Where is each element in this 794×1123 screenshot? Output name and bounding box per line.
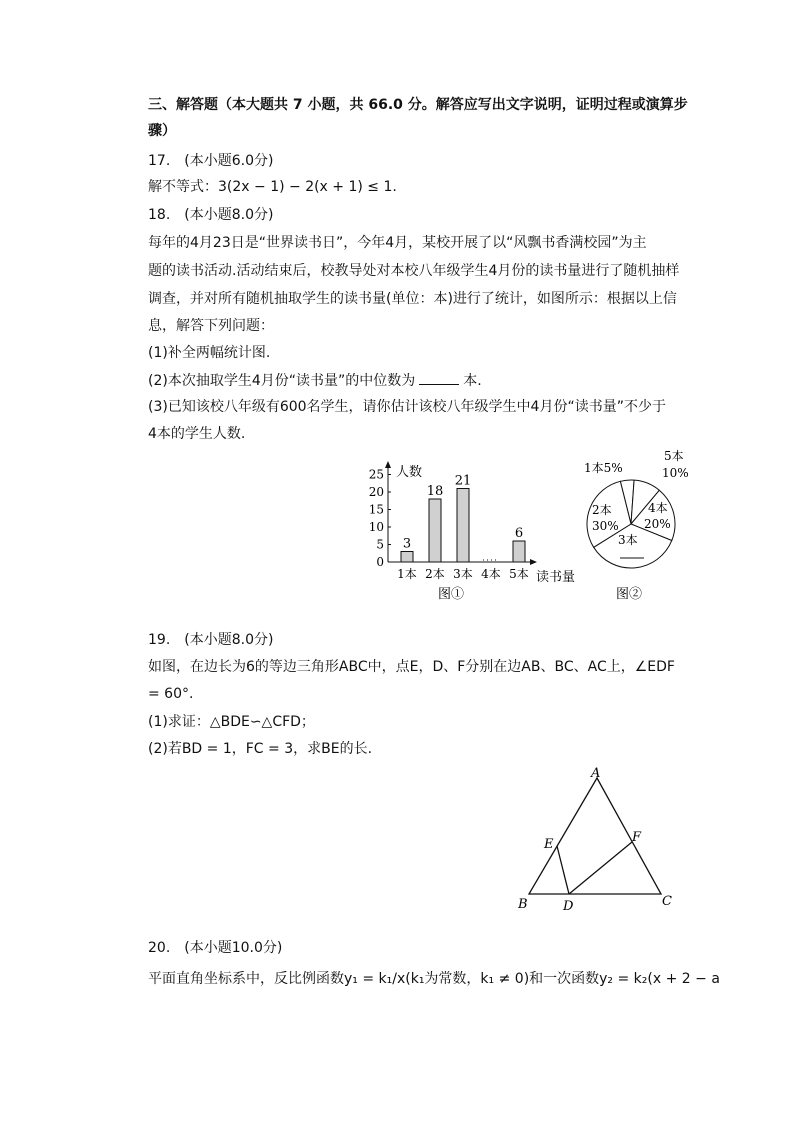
section-heading-cont: 骤） xyxy=(148,123,176,139)
q18-subq-2 xyxy=(148,370,482,391)
pie-label-4-name: 4本 xyxy=(648,501,668,515)
label-f: F xyxy=(632,830,642,845)
q18-line-1: 每年的4月23日是“世界读书日”，今年4月，某校开展了以“风飘书香满校园”为主 xyxy=(148,235,647,251)
q18-header: 18. (本小题8.0分) xyxy=(148,207,274,223)
q18-subq-2-after: 本. xyxy=(463,373,482,389)
q18-line-3: 调查，并对所有随机抽取学生的读书量(单位：本)进行了统计，如图所示：根据以上信 xyxy=(148,291,677,307)
pie-label-5-name: 5本 xyxy=(664,449,684,463)
y-tick-label: 5 xyxy=(376,537,384,552)
x-tick-label: 2本 xyxy=(425,567,445,581)
bar xyxy=(429,499,441,562)
q18-subq-3-line2: 4本的学生人数. xyxy=(148,426,246,442)
y-axis-title: 人数 xyxy=(396,465,423,480)
q20-header: 20. (本小题10.0分) xyxy=(148,940,283,956)
segment-df xyxy=(569,842,632,894)
x-axis-arrow xyxy=(530,559,537,565)
label-a: A xyxy=(591,766,601,781)
q18-line-2: 题的读书活动.活动结束后，校教导处对本校八年级学生4月份的读书量进行了随机抽样 xyxy=(148,263,680,279)
bar-value-label: 21 xyxy=(454,473,472,489)
y-tick-label: 25 xyxy=(368,467,384,482)
bar xyxy=(401,552,413,563)
bar-value-label: 18 xyxy=(426,484,444,499)
bar-chart-caption: 图① xyxy=(438,587,465,602)
y-tick-label: 20 xyxy=(368,485,384,499)
x-tick-label: 1本 xyxy=(397,567,417,581)
pie-chart xyxy=(576,448,689,608)
segment-ed xyxy=(557,846,569,894)
q18-subq-1: (1)补全两幅统计图. xyxy=(148,345,271,361)
label-c: C xyxy=(662,894,672,909)
x-tick-label: 4本 xyxy=(481,567,501,581)
q17-text: 解不等式：3(2x − 1) − 2(x + 1) ≤ 1. xyxy=(148,179,397,195)
q19-subq-1: (1)求证：△BDE∽△CFD； xyxy=(148,714,315,730)
y-tick-label: 10 xyxy=(368,520,384,534)
pie-label-5-pct: 10% xyxy=(662,466,689,480)
bar xyxy=(457,489,469,563)
x-axis-title: 读书量 xyxy=(536,570,576,585)
y-axis-arrow xyxy=(385,461,391,468)
label-b: B xyxy=(518,897,528,912)
q19-line-2: = 60°. xyxy=(148,686,194,702)
section-heading: 三、解答题（本大题共 7 小题，共 66.0 分。解答应写出文字说明，证明过程或演算步 xyxy=(148,97,688,113)
triangle-abc xyxy=(529,778,661,894)
q19-subq-2: (2)若BD = 1，FC = 3，求BE的长. xyxy=(148,741,373,757)
triangle-figure xyxy=(512,762,682,912)
bar-value-label: 3 xyxy=(402,536,412,552)
x-tick-label: 5本 xyxy=(509,567,529,581)
answer-blank[interactable] xyxy=(419,370,459,385)
pie-chart-caption: 图② xyxy=(616,587,643,602)
q20-line-1: 平面直角坐标系中，反比例函数y₁ = k₁/x(k₁为常数，k₁ ≠ 0)和一次函数y₂ = k₂(x + 2 − a xyxy=(148,971,720,987)
bar xyxy=(513,541,525,562)
q19-line-1: 如图，在边长为6的等边三角形ABC中，点E，D、F分别在边AB、BC、AC上，∠EDF xyxy=(148,659,675,675)
pie-label-3-name: 3本 xyxy=(618,533,638,547)
pie-label-2-pct: 30% xyxy=(592,519,619,533)
pie-label-4-pct: 20% xyxy=(644,517,671,531)
bar-chart xyxy=(360,458,590,608)
q19-header: 19. (本小题8.0分) xyxy=(148,632,274,648)
label-d: D xyxy=(563,899,574,914)
q17-header: 17. (本小题6.0分) xyxy=(148,153,274,169)
bar-value-label: 6 xyxy=(514,526,524,541)
y-tick-label: 0 xyxy=(376,555,384,569)
label-e: E xyxy=(544,837,554,852)
pie-label-1: 1本5% xyxy=(584,461,623,475)
q18-line-4: 息，解答下列问题： xyxy=(148,318,274,334)
x-tick-label: 3本 xyxy=(453,567,473,581)
y-tick-label: 15 xyxy=(368,502,384,517)
pie-label-2-name: 2本 xyxy=(592,503,612,517)
q18-subq-3-line1: (3)已知该校八年级有600名学生，请你估计该校八年级学生中4月份“读书量”不少于 xyxy=(148,399,666,415)
q18-subq-2-before: (2)本次抽取学生4月份“读书量”的中位数为 xyxy=(148,373,416,389)
